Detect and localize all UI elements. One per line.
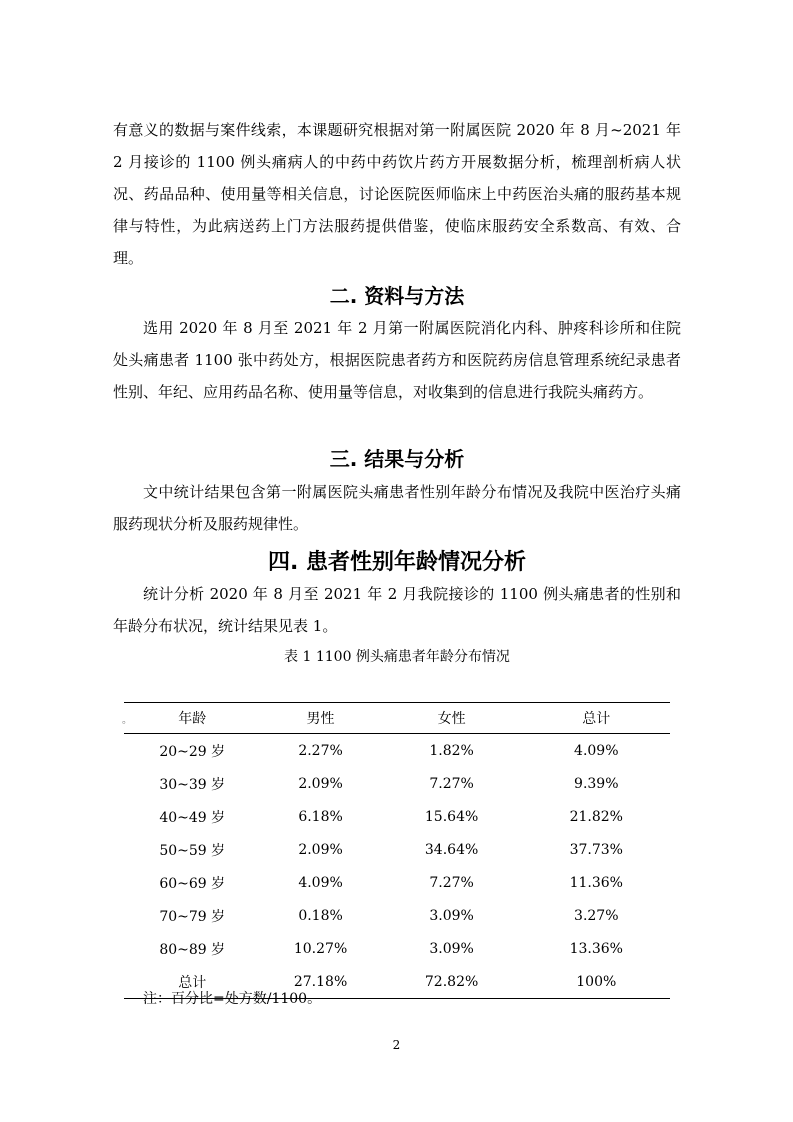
cell-male: 27.18% <box>261 965 381 999</box>
cell-male: 0.18% <box>298 907 343 924</box>
cell-age: 80~89 岁 <box>159 941 226 958</box>
cell-female: 3.09% <box>429 907 474 924</box>
cell-total: 100% <box>523 965 670 999</box>
cell-female: 7.27% <box>429 775 474 792</box>
cell-age: 总计 <box>124 965 261 999</box>
header-total: 总计 <box>523 703 670 734</box>
cell-age: 60~69 岁 <box>159 875 226 892</box>
section-heading-results: 三. 结果与分析 <box>329 447 465 471</box>
cell-age: 40~49 岁 <box>159 809 226 826</box>
materials-methods-paragraph: 选用 2020 年 8 月至 2021 年 2 月第一附属医院消化内科、肿疼科诊所和住院处头痛患者 1100 张中药处方，根据医院患者药方和医院药房信息管理系统纪录患者性别、年纪、应用药品名称、使用量等信息，对收集到的信息进行我院头痛药方。 <box>113 319 681 401</box>
cell-total: 3.27% <box>574 907 619 924</box>
cell-total: 37.73% <box>569 841 623 858</box>
header-age: 。 年龄 <box>124 703 261 734</box>
cell-female: 72.82% <box>381 965 523 999</box>
cell-male: 6.18% <box>298 808 343 825</box>
table-header-row <box>124 703 670 734</box>
cell-total: 9.39% <box>574 775 619 792</box>
cell-total: 21.82% <box>569 808 623 825</box>
table-row <box>124 734 670 768</box>
header-male: 男性 <box>261 703 381 734</box>
gender-age-paragraph: 统计分析 2020 年 8 月至 2021 年 2 月我院接诊的 1100 例头痛患者的性别和年龄分布状况，统计结果见表 1。 <box>113 585 681 635</box>
cell-female: 3.09% <box>429 940 474 957</box>
table-row <box>124 800 670 833</box>
table-row <box>124 899 670 932</box>
header-female: 女性 <box>381 703 523 734</box>
cell-total: 13.36% <box>569 940 623 957</box>
cell-male: 10.27% <box>293 940 348 957</box>
paragraph-mark: 。 <box>122 715 132 726</box>
cell-age: 70~79 岁 <box>159 908 226 925</box>
table-caption: 表 1 1100 例头痛患者年龄分布情况 <box>284 649 510 665</box>
cell-male: 2.27% <box>298 742 343 759</box>
table-row <box>124 767 670 800</box>
cell-female: 1.82% <box>429 742 474 759</box>
cell-age: 30~39 岁 <box>159 776 226 793</box>
cell-total: 11.36% <box>569 874 623 891</box>
cell-female: 7.27% <box>429 874 474 891</box>
table-note: 注：百分比=处方数/1100。 <box>143 991 322 1007</box>
intro-paragraph: 有意义的数据与案件线索，本课题研究根据对第一附属医院 2020 年 8 月~2021 年 2 月接诊的 1100 例头痛病人的中药中药饮片药方开展数据分析，梳理剖析病人状况、药品品种、使用量等相关信息，讨论医院医师临床上中药医治头痛的服药基本规律与特性，为此病送药上门方法服药提供借鉴，使临床服药安全系数高、有效、合理。 <box>113 121 681 267</box>
cell-age: 50~59 岁 <box>159 842 226 859</box>
results-paragraph: 文中统计结果包含第一附属医院头痛患者性别年龄分布情况及我院中医治疗头痛服药现状分析及服药规律性。 <box>113 483 681 533</box>
cell-male: 2.09% <box>298 841 343 858</box>
age-distribution-table <box>124 702 670 999</box>
cell-female: 34.64% <box>424 841 479 858</box>
table-row <box>124 932 670 965</box>
cell-age: 20~29 岁 <box>159 743 226 760</box>
table-row <box>124 866 670 899</box>
section-heading-gender-age: 四. 患者性别年龄情况分析 <box>267 550 527 575</box>
cell-male: 2.09% <box>298 775 343 792</box>
page-number: 2 <box>392 1038 401 1052</box>
table-row <box>124 833 670 866</box>
cell-total: 4.09% <box>574 742 619 759</box>
cell-male: 4.09% <box>298 874 343 891</box>
cell-female: 15.64% <box>424 808 479 825</box>
section-heading-materials-methods: 二. 资料与方法 <box>329 284 465 308</box>
